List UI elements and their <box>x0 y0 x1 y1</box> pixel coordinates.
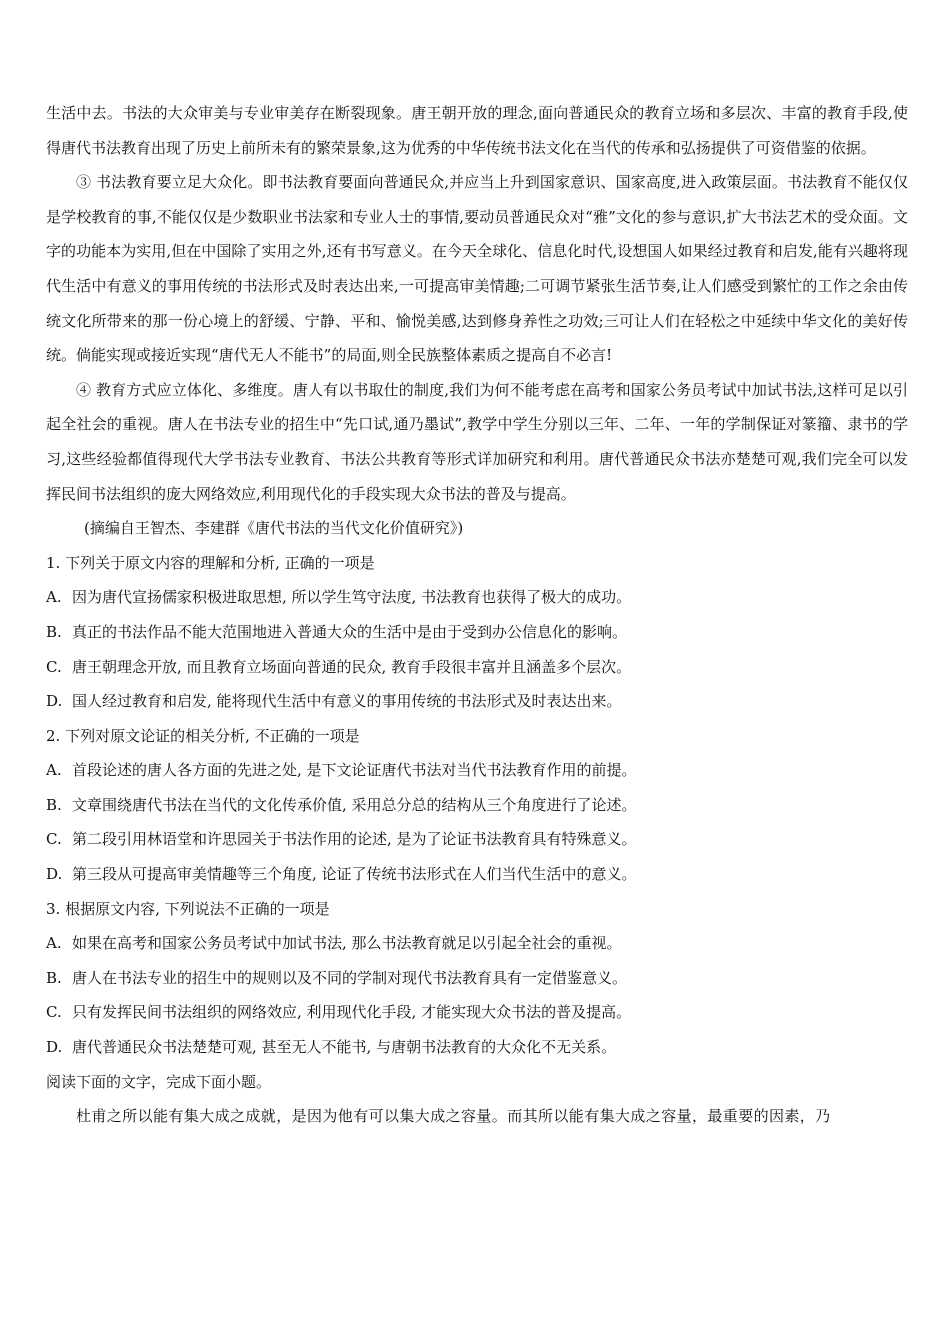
question-stem: 2. 下列对原文论证的相关分析, 不正确的一项是 <box>46 726 360 745</box>
option-letter: A. <box>46 588 62 607</box>
option-text: 唐人在书法专业的招生中的规则以及不同的学制对现代书法教育具有一定借鉴意义。 <box>72 968 628 987</box>
option-text: 唐代普通民众书法楚楚可观, 甚至无人不能书, 与唐朝书法教育的大众化不无关系。 <box>72 1038 617 1057</box>
question-2 <box>46 719 908 892</box>
option-letter: C. <box>46 1003 62 1022</box>
question-3 <box>46 892 908 1065</box>
reading-instruction: 阅读下面的文字，完成下面小题。 <box>46 1072 272 1091</box>
option-c[interactable] <box>46 995 908 1030</box>
option-text: 国人经过教育和启发, 能将现代生活中有意义的事用传统的书法形式及时表达出来。 <box>72 692 622 711</box>
question-stem: 1. 下列关于原文内容的理解和分析, 正确的一项是 <box>46 553 375 572</box>
option-letter: C. <box>46 830 62 849</box>
option-text: 真正的书法作品不能大范围地进入普通大众的生活中是由于受到办公信息化的影响。 <box>72 622 628 641</box>
option-d[interactable] <box>46 684 908 719</box>
option-c[interactable] <box>46 822 908 857</box>
option-a[interactable] <box>46 753 908 788</box>
option-c[interactable] <box>46 650 908 685</box>
option-b[interactable] <box>46 615 908 650</box>
option-letter: D. <box>46 692 63 711</box>
question-stem: 3. 根据原文内容, 下列说法不正确的一项是 <box>46 899 330 918</box>
option-text: 只有发挥民间书法组织的网络效应, 利用现代化手段, 才能实现大众书法的普及提高。 <box>72 1003 632 1022</box>
option-text: 因为唐代宣扬儒家积极进取思想, 所以学生笃守法度, 书法教育也获得了极大的成功。 <box>72 588 632 607</box>
option-text: 第二段引用林语堂和许思园关于书法作用的论述, 是为了论证书法教育具有特殊意义。 <box>72 830 637 849</box>
option-b[interactable] <box>46 788 908 823</box>
passage-paragraph-3: ③ 书法教育要立足大众化。即书法教育要面向普通民众,并应当上升到国家意识、国家高度,进入政策层面。书法教育不能仅仅是学校教育的事,不能仅仅是少数职业书法家和专业人士的事情,要动员普通民众对“雅”文化的参与意识,扩大书法艺术的受众面。文字的功能本为实用,但在中国除了实用之外,还有书写意义。在今天全球化、信息化时代,设想国人如果经过教育和启发,能有兴趣将现代生活中有意义的事用传统的书法形式及时表达出来,一可提高审美情趣;二可调节紧张生活节奏,让人们感受到繁忙的工作之余由传统文化所带来的那一份心境上的舒缓、宁静、平和、愉悦美感,达到修身养性之功效;三可让人们在轻松之中延续中华文化的美好传统。倘能实现或接近实现“唐代无人不能书”的局面,则全民族整体素质之提高自不必言! <box>46 173 908 365</box>
option-text: 首段论述的唐人各方面的先进之处, 是下文论证唐代书法对当代书法教育作用的前提。 <box>72 761 637 780</box>
option-letter: B. <box>46 622 62 641</box>
next-passage-first-line: 杜甫之所以能有集大成之成就，是因为他有可以集大成之容量。而其所以能有集大成之容量，最重要的因素，乃 <box>76 1107 831 1126</box>
option-letter: C. <box>46 657 62 676</box>
passage-paragraph-4: ④ 教育方式应立体化、多维度。唐人有以书取仕的制度,我们为何不能考虑在高考和国家公务员考试中加试书法,这样可足以引起全社会的重视。唐人在书法专业的招生中“先口试,通乃墨试”,教学中学生分别以三年、二年、一年的学制保证对篆籀、隶书的学习,这些经验都值得现代大学书法专业教育、书法公共教育等形式详加研究和利用。唐代普通民众书法亦楚楚可观,我们完全可以发挥民间书法组织的庞大网络效应,利用现代化的手段实现大众书法的普及与提高。 <box>46 380 908 503</box>
option-letter: D. <box>46 865 63 884</box>
passage-paragraph-continuation: 生活中去。书法的大众审美与专业审美存在断裂现象。唐王朝开放的理念,面向普通民众的教育立场和多层次、丰富的教育手段,使得唐代书法教育出现了历史上前所未有的繁荣景象,这为优秀的中华传统书法文化在当代的传承和弘扬提供了可资借鉴的依据。 <box>46 104 908 157</box>
option-d[interactable] <box>46 1030 908 1065</box>
document-page <box>46 96 908 1134</box>
option-a[interactable] <box>46 926 908 961</box>
option-letter: B. <box>46 968 62 987</box>
option-b[interactable] <box>46 961 908 996</box>
passage-source: (摘编自王智杰、李建群《唐代书法的当代文化价值研究》) <box>84 519 464 538</box>
option-text: 如果在高考和国家公务员考试中加试书法, 那么书法教育就足以引起全社会的重视。 <box>72 934 622 953</box>
option-letter: D. <box>46 1038 63 1057</box>
option-letter: B. <box>46 795 62 814</box>
option-d[interactable] <box>46 857 908 892</box>
option-text: 第三段从可提高审美情趣等三个角度, 论证了传统书法形式在人们当代生活中的意义。 <box>72 865 637 884</box>
option-text: 唐王朝理念开放, 而且教育立场面向普通的民众, 教育手段很丰富并且涵盖多个层次。 <box>72 657 632 676</box>
option-a[interactable] <box>46 580 908 615</box>
option-letter: A. <box>46 934 62 953</box>
question-1 <box>46 546 908 719</box>
option-letter: A. <box>46 761 62 780</box>
option-text: 文章围绕唐代书法在当代的文化传承价值, 采用总分总的结构从三个角度进行了论述。 <box>72 795 637 814</box>
